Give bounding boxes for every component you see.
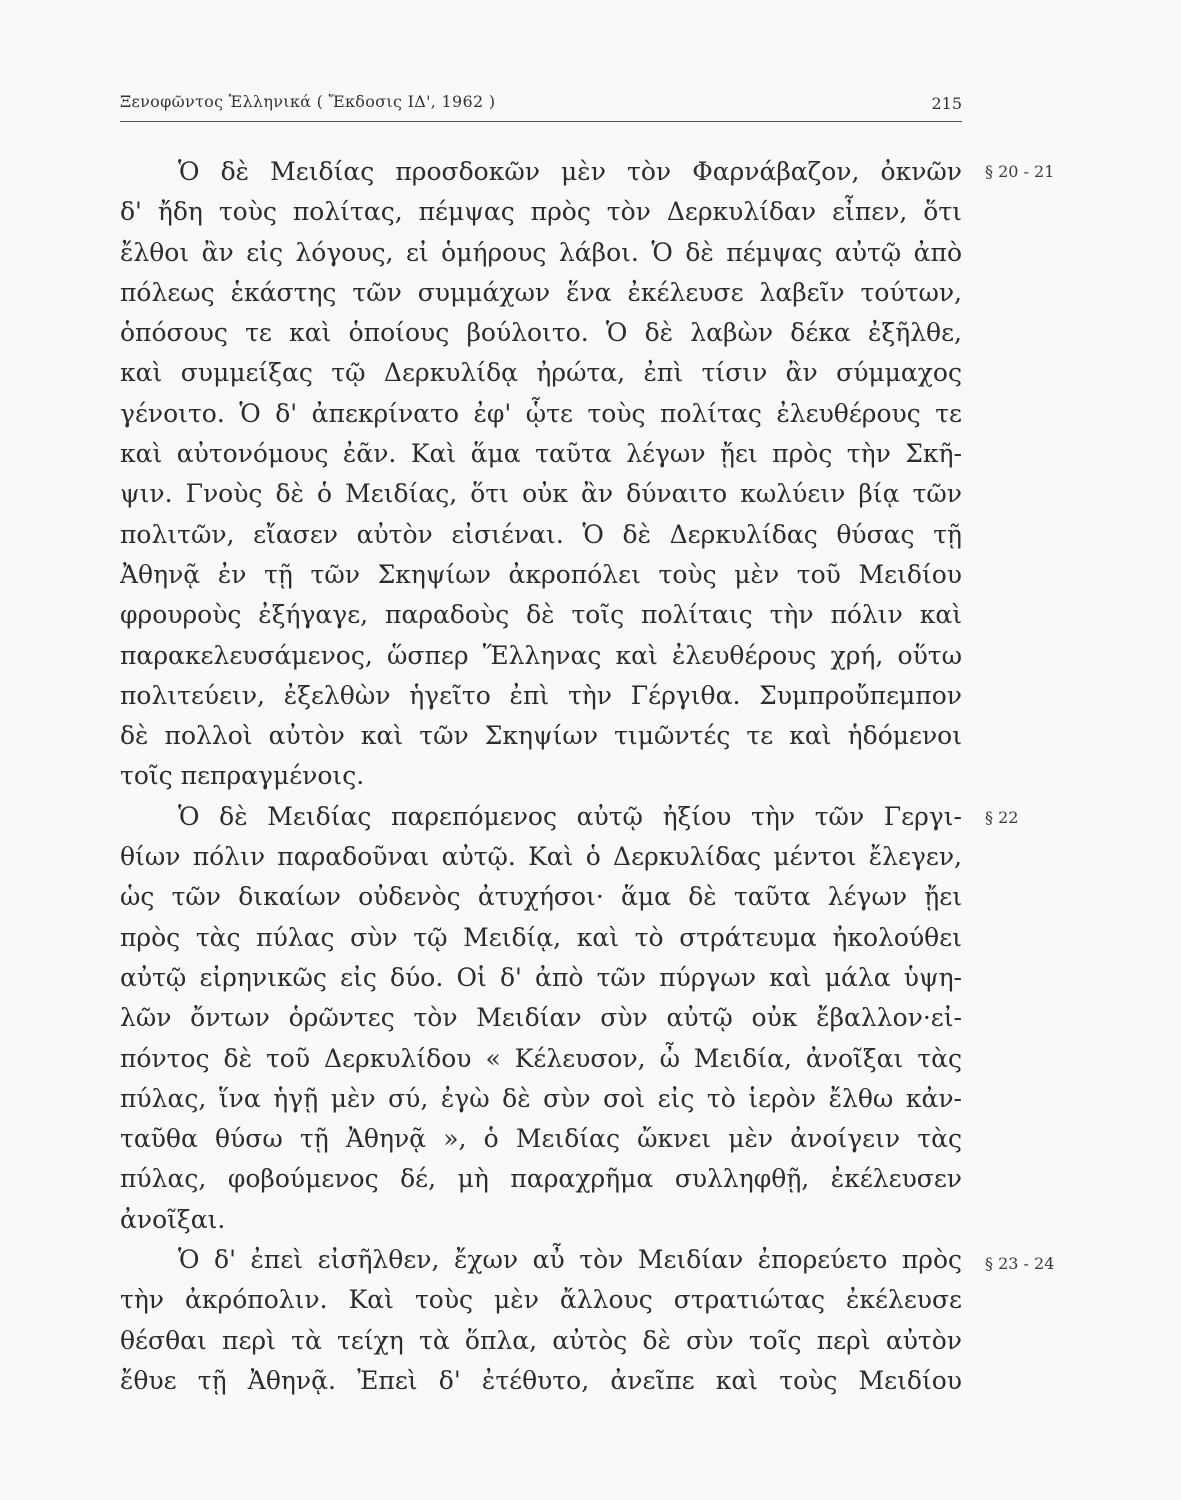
text-line: τὴν ἀκρόπολιν. Καὶ τοὺς μὲν ἄλλους στρατιώτας ἐκέλευσε (120, 1285, 962, 1315)
text-line: ἔλθοι ἂν εἰς λόγους, εἰ ὁμήρους λάβοι. Ὁ δὲ πέμψας αὐτῷ ἀπὸ (120, 237, 962, 267)
page-number: 215 (931, 94, 962, 113)
text-line: θίων πόλιν παραδοῦναι αὐτῷ. Καὶ ὁ Δερκυλίδας μέντοι ἔλεγεν, (120, 842, 962, 872)
text-line: πρὸς τὰς πύλας σὺν τῷ Μειδίᾳ, καὶ τὸ στράτευμα ἠκολούθει (120, 922, 962, 952)
section-ref: § 20 - 21 (985, 162, 1055, 181)
text-line: αὐτῷ εἰρηνικῶς εἰς δύο. Οἱ δ' ἀπὸ τῶν πύργων καὶ μάλα ὑψη- (120, 962, 962, 992)
text-line: καὶ αὐτονόμους ἐᾶν. Καὶ ἅμα ταῦτα λέγων ᾔει πρὸς τὴν Σκῆ- (120, 439, 962, 469)
text-line: παρακελευσάμενος, ὥσπερ Ἕλληνας καὶ ἐλευθέρους χρή, οὕτω (120, 640, 962, 670)
text-line: πολιτεύειν, ἐξελθὼν ἡγεῖτο ἐπὶ τὴν Γέργιθα. Συμπροὔπεμπον (120, 680, 962, 710)
text-line: ὡς τῶν δικαίων οὐδενὸς ἀτυχήσοι· ἅμα δὲ ταῦτα λέγων ᾔει (120, 882, 962, 912)
header-rule (120, 121, 962, 122)
text-line: τοῖς πεπραγμένοις. (120, 761, 365, 791)
text-line: ἔθυε τῇ Ἀθηνᾷ. Ἐπεὶ δ' ἐτέθυτο, ἀνεῖπε καὶ τοὺς Μειδίου (120, 1365, 962, 1395)
text-line: πύλας, ἵνα ἡγῇ μὲν σύ, ἐγὼ δὲ σὺν σοὶ εἰς τὸ ἱερὸν ἔλθω κἀν- (120, 1083, 962, 1113)
text-line: λῶν ὄντων ὁρῶντες τὸν Μειδίαν σὺν αὐτῷ οὐκ ἔβαλλον·εἰ- (120, 1003, 962, 1033)
text-line: γένοιτο. Ὁ δ' ἀπεκρίνατο ἐφ' ᾧτε τοὺς πολίτας ἐλευθέρους τε (120, 398, 962, 428)
text-line: θέσθαι περὶ τὰ τείχη τὰ ὅπλα, αὐτὸς δὲ σὺν τοῖς περὶ αὐτὸν (120, 1325, 962, 1355)
text-line: Ὁ δ' ἐπεὶ εἰσῆλθεν, ἔχων αὖ τὸν Μειδίαν ἐπορεύετο πρὸς (178, 1245, 962, 1275)
text-line: Ὁ δὲ Μειδίας προσδοκῶν μὲν τὸν Φαρνάβαζον, ὀκνῶν (178, 157, 962, 186)
text-line: δ' ἤδη τοὺς πολίτας, πέμψας πρὸς τὸν Δερκυλίδαν εἶπεν, ὅτι (120, 197, 962, 227)
text-line: Ὁ δὲ Μειδίας παρεπόμενος αὐτῷ ἠξίου τὴν τῶν Γεργι- (178, 801, 962, 831)
text-line: ὁπόσους τε καὶ ὁποίους βούλοιτο. Ὁ δὲ λαβὼν δέκα ἐξῆλθε, (120, 318, 962, 348)
running-header (120, 90, 962, 120)
text-line: πόλεως ἑκάστης τῶν συμμάχων ἕνα ἐκέλευσε λαβεῖν τούτων, (120, 277, 962, 307)
text-line: ταῦθα θύσω τῇ Ἀθηνᾷ », ὁ Μειδίας ὤκνει μὲν ἀνοίγειν τὰς (120, 1124, 962, 1154)
text-line: Ἀθηνᾷ ἐν τῇ τῶν Σκηψίων ἀκροπόλει τοὺς μὲν τοῦ Μειδίου (120, 559, 962, 589)
text-line: πολιτῶν, εἴασεν αὐτὸν εἰσιέναι. Ὁ δὲ Δερκυλίδας θύσας τῇ (120, 519, 962, 549)
text-line: ἀνοῖξαι. (120, 1204, 226, 1234)
text-line: πόντος δὲ τοῦ Δερκυλίδου « Κέλευσον, ὦ Μειδία, ἀνοῖξαι τὰς (120, 1043, 962, 1073)
header-title: Ξενοφῶντος Ἑλληνικά ( Ἔκδοσις ΙΔ', 1962 ) (120, 92, 496, 111)
main-text (120, 152, 962, 1401)
section-ref: § 22 (985, 808, 1019, 827)
text-line: ψιν. Γνοὺς δὲ ὁ Μειδίας, ὅτι οὐκ ἂν δύναιτο κωλύειν βίᾳ τῶν (120, 479, 962, 509)
section-ref: § 23 - 24 (985, 1254, 1055, 1273)
text-line: δὲ πολλοὶ αὐτὸν καὶ τῶν Σκηψίων τιμῶντές τε καὶ ἡδόμενοι (120, 721, 962, 751)
text-line: φρουροὺς ἐξήγαγε, παραδοὺς δὲ τοῖς πολίταις τὴν πόλιν καὶ (120, 600, 962, 630)
text-line: καὶ συμμείξας τῷ Δερκυλίδᾳ ἠρώτα, ἐπὶ τίσιν ἂν σύμμαχος (120, 358, 962, 388)
text-line: πύλας, φοβούμενος δέ, μὴ παραχρῆμα συλληφθῇ, ἐκέλευσεν (120, 1164, 962, 1194)
